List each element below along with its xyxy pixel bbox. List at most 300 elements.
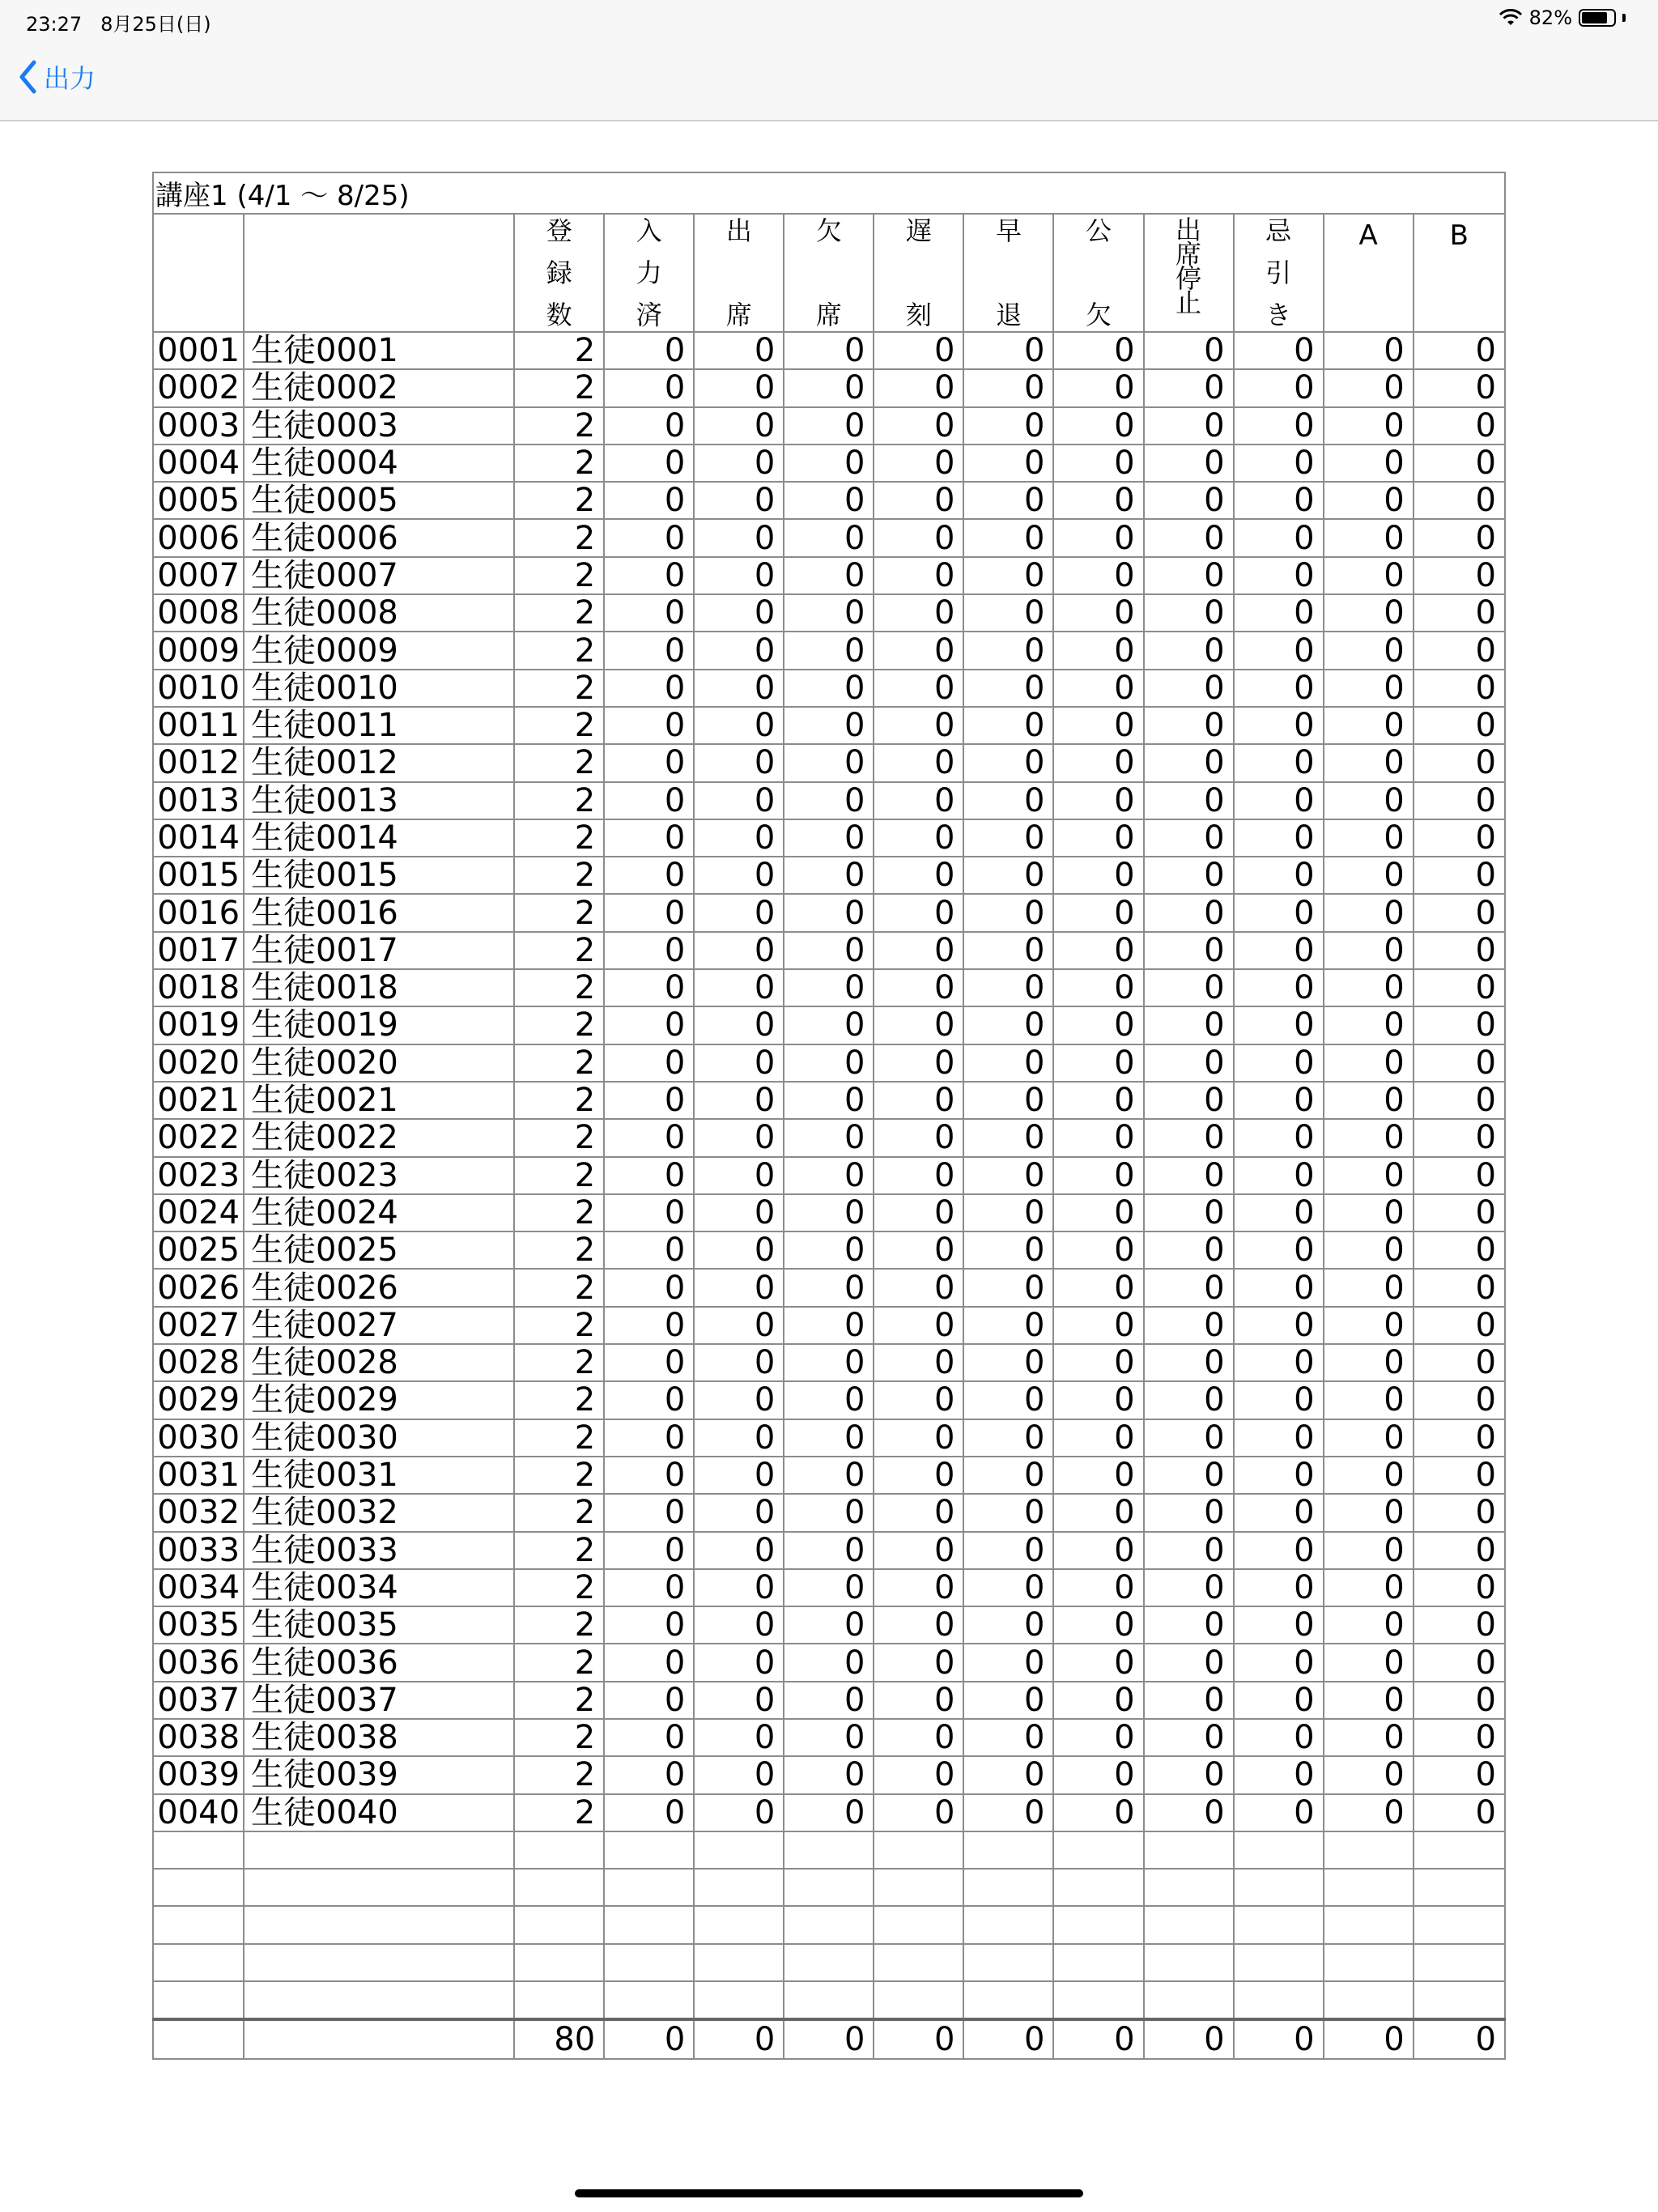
column-header-char <box>915 260 923 286</box>
table-cell: 0 <box>604 1606 694 1644</box>
table-cell: 0 <box>1414 1794 1505 1831</box>
table-cell: 0 <box>604 369 694 406</box>
status-indicators <box>1499 6 1626 29</box>
column-header-char <box>1095 260 1103 286</box>
table-cell: 0 <box>874 744 963 781</box>
table-cell: 0 <box>694 445 784 482</box>
table-cell: 0 <box>1053 1269 1143 1306</box>
column-header-char: 出 <box>725 215 752 246</box>
table-cell: 0 <box>1414 819 1505 857</box>
student-id: 0016 <box>153 894 244 931</box>
table-cell: 0 <box>1234 557 1324 594</box>
table-cell: 0 <box>1324 1682 1414 1719</box>
table-cell: 0 <box>1144 407 1234 445</box>
table-cell: 2 <box>514 1457 604 1494</box>
table-cell: 0 <box>1234 1532 1324 1569</box>
table-cell: 0 <box>784 782 874 819</box>
column-header <box>963 214 1053 332</box>
student-name: 生徒0017 <box>244 932 514 969</box>
table-cell: 0 <box>1324 1231 1414 1269</box>
table-cell: 2 <box>514 670 604 707</box>
student-id: 0004 <box>153 445 244 482</box>
table-cell: 0 <box>1234 1044 1324 1082</box>
table-cell: 0 <box>874 519 963 556</box>
table-cell: 0 <box>1234 1119 1324 1156</box>
column-header <box>784 214 874 332</box>
student-name: 生徒0034 <box>244 1569 514 1606</box>
table-cell: 0 <box>1414 782 1505 819</box>
table-cell: 0 <box>1234 1231 1324 1269</box>
table-row <box>153 1682 1505 1719</box>
table-cell: 2 <box>514 1006 604 1044</box>
student-name: 生徒0009 <box>244 632 514 669</box>
table-cell: 0 <box>604 1719 694 1756</box>
table-cell: 0 <box>1324 1419 1414 1457</box>
table-cell: 0 <box>1414 1082 1505 1119</box>
table-cell: 0 <box>1053 1457 1143 1494</box>
table-cell: 2 <box>514 1119 604 1156</box>
table-cell: 0 <box>1234 1082 1324 1119</box>
table-cell: 2 <box>514 632 604 669</box>
empty-cell <box>963 1906 1053 1943</box>
empty-cell <box>153 1906 244 1943</box>
table-cell: 0 <box>1234 632 1324 669</box>
table-cell: 2 <box>514 1044 604 1082</box>
column-header-char: 席 <box>725 300 752 330</box>
table-cell: 0 <box>874 1082 963 1119</box>
table-row <box>153 1231 1505 1269</box>
table-cell: 0 <box>604 1644 694 1681</box>
table-cell: 0 <box>1414 894 1505 931</box>
table-cell: 0 <box>963 482 1053 519</box>
table-cell: 0 <box>1324 1157 1414 1194</box>
table-cell: 2 <box>514 1344 604 1381</box>
table-cell: 0 <box>1234 407 1324 445</box>
table-cell: 0 <box>1414 1231 1505 1269</box>
table-cell: 0 <box>874 1381 963 1419</box>
table-cell: 0 <box>1234 594 1324 632</box>
table-cell: 0 <box>1324 1269 1414 1306</box>
empty-cell <box>1414 1869 1505 1906</box>
table-row <box>153 1719 1505 1756</box>
table-cell: 0 <box>784 632 874 669</box>
table-cell: 0 <box>1144 782 1234 819</box>
table-cell: 0 <box>694 782 784 819</box>
table-cell: 0 <box>963 1381 1053 1419</box>
table-cell: 0 <box>963 519 1053 556</box>
table-cell: 0 <box>1053 932 1143 969</box>
table-row <box>153 1194 1505 1231</box>
table-cell: 2 <box>514 1644 604 1681</box>
table-cell: 0 <box>1234 1381 1324 1419</box>
table-cell: 2 <box>514 1494 604 1531</box>
table-cell: 0 <box>1234 1719 1324 1756</box>
column-header-char <box>1005 260 1013 286</box>
table-row <box>153 1419 1505 1457</box>
table-cell: 0 <box>604 1119 694 1156</box>
table-cell: 0 <box>784 1682 874 1719</box>
table-cell: 0 <box>874 1606 963 1644</box>
table-cell: 0 <box>694 744 784 781</box>
column-header <box>1144 214 1234 332</box>
table-cell: 2 <box>514 557 604 594</box>
empty-cell <box>1053 1906 1143 1943</box>
column-header <box>1234 214 1324 332</box>
table-cell: 0 <box>784 407 874 445</box>
table-cell: 0 <box>963 369 1053 406</box>
table-cell: 0 <box>784 332 874 369</box>
empty-cell <box>1414 1981 1505 2019</box>
table-cell: 0 <box>1324 594 1414 632</box>
table-cell: 0 <box>1144 1082 1234 1119</box>
student-id: 0012 <box>153 744 244 781</box>
table-cell: 0 <box>694 857 784 894</box>
table-cell: 0 <box>1234 332 1324 369</box>
table-cell: 0 <box>694 819 784 857</box>
table-cell: 0 <box>1414 369 1505 406</box>
table-cell: 0 <box>1053 1719 1143 1756</box>
student-name: 生徒0019 <box>244 1006 514 1044</box>
student-name: 生徒0030 <box>244 1419 514 1457</box>
table-cell: 0 <box>1053 1644 1143 1681</box>
column-header-char: 入 <box>636 215 662 246</box>
table-cell: 0 <box>604 819 694 857</box>
table-cell: 0 <box>694 1569 784 1606</box>
table-cell: 0 <box>604 744 694 781</box>
table-cell: 0 <box>694 969 784 1006</box>
table-cell: 0 <box>874 1194 963 1231</box>
table-cell: 0 <box>874 857 963 894</box>
table-cell: 0 <box>1053 1119 1143 1156</box>
empty-cell <box>1414 1944 1505 1981</box>
table-cell: 0 <box>784 1457 874 1494</box>
student-name: 生徒0031 <box>244 1457 514 1494</box>
table-cell: 0 <box>784 1044 874 1082</box>
empty-cell <box>1414 1906 1505 1943</box>
table-cell: 2 <box>514 969 604 1006</box>
table-cell: 0 <box>1234 1682 1324 1719</box>
table-cell: 0 <box>963 1719 1053 1756</box>
table-cell: 0 <box>1234 1569 1324 1606</box>
table-cell: 0 <box>1144 1569 1234 1606</box>
student-id: 0009 <box>153 632 244 669</box>
table-cell: 0 <box>1234 969 1324 1006</box>
battery-percent: 82% <box>1528 6 1572 29</box>
table-cell: 0 <box>963 782 1053 819</box>
table-cell: 0 <box>604 1569 694 1606</box>
table-cell: 0 <box>694 1494 784 1531</box>
student-id: 0036 <box>153 1644 244 1681</box>
back-button[interactable] <box>18 58 96 96</box>
student-id: 0020 <box>153 1044 244 1082</box>
student-id: 0037 <box>153 1682 244 1719</box>
table-cell: 0 <box>694 1231 784 1269</box>
empty-cell <box>153 1831 244 1869</box>
table-cell: 0 <box>604 1082 694 1119</box>
table-cell: 0 <box>1144 1719 1234 1756</box>
table-cell: 0 <box>1414 1532 1505 1569</box>
table-cell: 0 <box>1144 369 1234 406</box>
table-cell: 0 <box>694 670 784 707</box>
table-cell: 0 <box>694 1756 784 1793</box>
total-cell: 0 <box>1053 2019 1143 2059</box>
total-cell: 0 <box>1234 2019 1324 2059</box>
table-cell: 0 <box>1053 1044 1143 1082</box>
empty-cell <box>604 1944 694 1981</box>
table-cell: 0 <box>963 932 1053 969</box>
empty-cell <box>1144 1831 1234 1869</box>
attendance-sheet <box>152 172 1506 2060</box>
table-cell: 0 <box>1053 670 1143 707</box>
column-header-char: 早 <box>995 215 1022 246</box>
table-cell: 0 <box>1053 1194 1143 1231</box>
table-cell: 0 <box>1053 482 1143 519</box>
table-cell: 0 <box>1414 557 1505 594</box>
table-cell: 2 <box>514 1719 604 1756</box>
empty-cell <box>1324 1944 1414 1981</box>
table-cell: 0 <box>1324 1532 1414 1569</box>
student-name: 生徒0001 <box>244 332 514 369</box>
table-cell: 0 <box>874 1457 963 1494</box>
table-cell: 0 <box>963 1344 1053 1381</box>
table-cell: 0 <box>874 1231 963 1269</box>
column-header <box>694 214 784 332</box>
table-cell: 0 <box>963 332 1053 369</box>
total-cell: 0 <box>784 2019 874 2059</box>
table-cell: 0 <box>1234 857 1324 894</box>
table-cell: 2 <box>514 1269 604 1306</box>
table-cell: 0 <box>784 1194 874 1231</box>
table-cell: 0 <box>1324 1381 1414 1419</box>
empty-cell <box>1053 1981 1143 2019</box>
table-cell: 0 <box>784 369 874 406</box>
empty-cell <box>1324 1869 1414 1906</box>
table-cell: 0 <box>784 707 874 744</box>
empty-row <box>153 1981 1505 2019</box>
table-cell: 0 <box>784 670 874 707</box>
table-cell: 0 <box>963 1194 1053 1231</box>
table-cell: 2 <box>514 819 604 857</box>
student-id: 0029 <box>153 1381 244 1419</box>
column-header <box>514 214 604 332</box>
table-cell: 0 <box>694 1344 784 1381</box>
student-id: 0019 <box>153 1006 244 1044</box>
column-header-char: 欠 <box>815 215 842 246</box>
table-cell: 0 <box>604 1231 694 1269</box>
student-name: 生徒0037 <box>244 1682 514 1719</box>
table-cell: 0 <box>604 1344 694 1381</box>
empty-cell <box>153 1869 244 1906</box>
table-row <box>153 1532 1505 1569</box>
empty-cell <box>514 1944 604 1981</box>
column-header-char: 停 <box>1175 263 1202 294</box>
table-cell: 0 <box>963 1082 1053 1119</box>
student-name: 生徒0006 <box>244 519 514 556</box>
student-name: 生徒0016 <box>244 894 514 931</box>
table-cell: 0 <box>963 1606 1053 1644</box>
table-cell: 0 <box>694 1457 784 1494</box>
student-name: 生徒0040 <box>244 1794 514 1831</box>
table-cell: 0 <box>1053 332 1143 369</box>
table-cell: 0 <box>1414 1419 1505 1457</box>
table-row <box>153 407 1505 445</box>
table-cell: 0 <box>784 1606 874 1644</box>
table-cell: 0 <box>784 1569 874 1606</box>
table-cell: 0 <box>604 1756 694 1793</box>
table-cell: 2 <box>514 1419 604 1457</box>
table-cell: 0 <box>604 1269 694 1306</box>
table-cell: 0 <box>694 1006 784 1044</box>
student-name: 生徒0010 <box>244 670 514 707</box>
table-cell: 0 <box>1414 519 1505 556</box>
empty-cell <box>514 1831 604 1869</box>
empty-cell <box>1234 1944 1324 1981</box>
table-row <box>153 1794 1505 1831</box>
table-cell: 0 <box>1234 1344 1324 1381</box>
table-cell: 0 <box>1414 1644 1505 1681</box>
table-row <box>153 332 1505 369</box>
student-id: 0035 <box>153 1606 244 1644</box>
empty-cell <box>1234 1981 1324 2019</box>
table-cell: 0 <box>1144 1381 1234 1419</box>
table-cell: 0 <box>1053 594 1143 632</box>
empty-cell <box>514 1981 604 2019</box>
column-header-char: 席 <box>1175 239 1202 270</box>
table-cell: 0 <box>874 1644 963 1681</box>
table-cell: 0 <box>784 1419 874 1457</box>
status-bar <box>0 0 1658 40</box>
table-cell: 0 <box>1324 1307 1414 1344</box>
student-id: 0033 <box>153 1532 244 1569</box>
student-name: 生徒0014 <box>244 819 514 857</box>
table-cell: 0 <box>694 932 784 969</box>
table-cell: 0 <box>1144 707 1234 744</box>
table-cell: 0 <box>784 1307 874 1344</box>
table-cell: 0 <box>1324 1644 1414 1681</box>
table-cell: 0 <box>1324 1494 1414 1531</box>
table-cell: 0 <box>1234 707 1324 744</box>
table-cell: 0 <box>1324 1006 1414 1044</box>
table-cell: 0 <box>963 1044 1053 1082</box>
empty-cell <box>514 1869 604 1906</box>
table-cell: 0 <box>604 1457 694 1494</box>
table-row <box>153 1119 1505 1156</box>
table-cell: 0 <box>694 1381 784 1419</box>
table-cell: 0 <box>784 1269 874 1306</box>
empty-cell <box>1053 1869 1143 1906</box>
table-cell: 2 <box>514 894 604 931</box>
table-cell: 0 <box>874 670 963 707</box>
table-cell: 0 <box>604 1194 694 1231</box>
table-cell: 0 <box>1324 1794 1414 1831</box>
table-cell: 0 <box>874 1157 963 1194</box>
table-cell: 0 <box>1144 1344 1234 1381</box>
table-cell: 0 <box>1414 1119 1505 1156</box>
table-cell: 0 <box>1144 744 1234 781</box>
table-cell: 0 <box>1144 1269 1234 1306</box>
empty-cell <box>963 1831 1053 1869</box>
table-cell: 0 <box>604 1044 694 1082</box>
table-cell: 0 <box>1324 1344 1414 1381</box>
table-cell: 2 <box>514 1794 604 1831</box>
table-cell: 0 <box>963 445 1053 482</box>
student-name: 生徒0026 <box>244 1269 514 1306</box>
table-row <box>153 1457 1505 1494</box>
empty-cell <box>1144 1944 1234 1981</box>
student-id: 0017 <box>153 932 244 969</box>
table-cell: 0 <box>604 670 694 707</box>
table-cell: 0 <box>1053 557 1143 594</box>
table-cell: 0 <box>1324 1082 1414 1119</box>
table-cell: 0 <box>1414 857 1505 894</box>
table-cell: 0 <box>874 407 963 445</box>
table-row <box>153 445 1505 482</box>
table-row <box>153 1344 1505 1381</box>
empty-cell <box>784 1869 874 1906</box>
table-cell: 0 <box>874 782 963 819</box>
table-cell: 0 <box>1144 1419 1234 1457</box>
table-cell: 0 <box>1414 1194 1505 1231</box>
table-cell: 0 <box>963 1006 1053 1044</box>
table-cell: 0 <box>963 1794 1053 1831</box>
total-cell: 0 <box>874 2019 963 2059</box>
table-cell: 0 <box>1234 894 1324 931</box>
table-cell: 0 <box>874 1419 963 1457</box>
table-cell: 0 <box>694 1644 784 1681</box>
table-cell: 0 <box>694 1606 784 1644</box>
student-id: 0006 <box>153 519 244 556</box>
empty-cell <box>514 1906 604 1943</box>
table-cell: 0 <box>1414 445 1505 482</box>
table-cell: 0 <box>874 1269 963 1306</box>
column-header-char <box>735 260 743 286</box>
table-cell: 0 <box>604 782 694 819</box>
table-cell: 2 <box>514 1532 604 1569</box>
table-cell: 0 <box>1414 932 1505 969</box>
empty-cell <box>1144 1906 1234 1943</box>
table-cell: 0 <box>874 1682 963 1719</box>
table-cell: 0 <box>1144 1644 1234 1681</box>
empty-cell <box>244 1981 514 2019</box>
table-row <box>153 1157 1505 1194</box>
table-cell: 2 <box>514 1606 604 1644</box>
table-cell: 0 <box>604 1494 694 1531</box>
table-cell: 0 <box>1053 1381 1143 1419</box>
empty-cell <box>694 1981 784 2019</box>
table-cell: 0 <box>874 632 963 669</box>
table-cell: 0 <box>1414 969 1505 1006</box>
empty-cell <box>874 1906 963 1943</box>
table-cell: 0 <box>963 857 1053 894</box>
table-cell: 0 <box>1234 1307 1324 1344</box>
student-id: 0027 <box>153 1307 244 1344</box>
table-cell: 0 <box>1144 670 1234 707</box>
table-row <box>153 707 1505 744</box>
table-cell: 0 <box>1053 1082 1143 1119</box>
empty-cell <box>963 1981 1053 2019</box>
table-cell: 0 <box>604 1682 694 1719</box>
table-cell: 2 <box>514 932 604 969</box>
header-id <box>153 214 244 332</box>
table-cell: 0 <box>963 407 1053 445</box>
table-cell: 0 <box>604 1307 694 1344</box>
empty-cell <box>1324 1906 1414 1943</box>
table-cell: 0 <box>1144 1532 1234 1569</box>
student-id: 0007 <box>153 557 244 594</box>
table-cell: 0 <box>604 407 694 445</box>
table-cell: 0 <box>1414 1269 1505 1306</box>
table-cell: 0 <box>694 1682 784 1719</box>
